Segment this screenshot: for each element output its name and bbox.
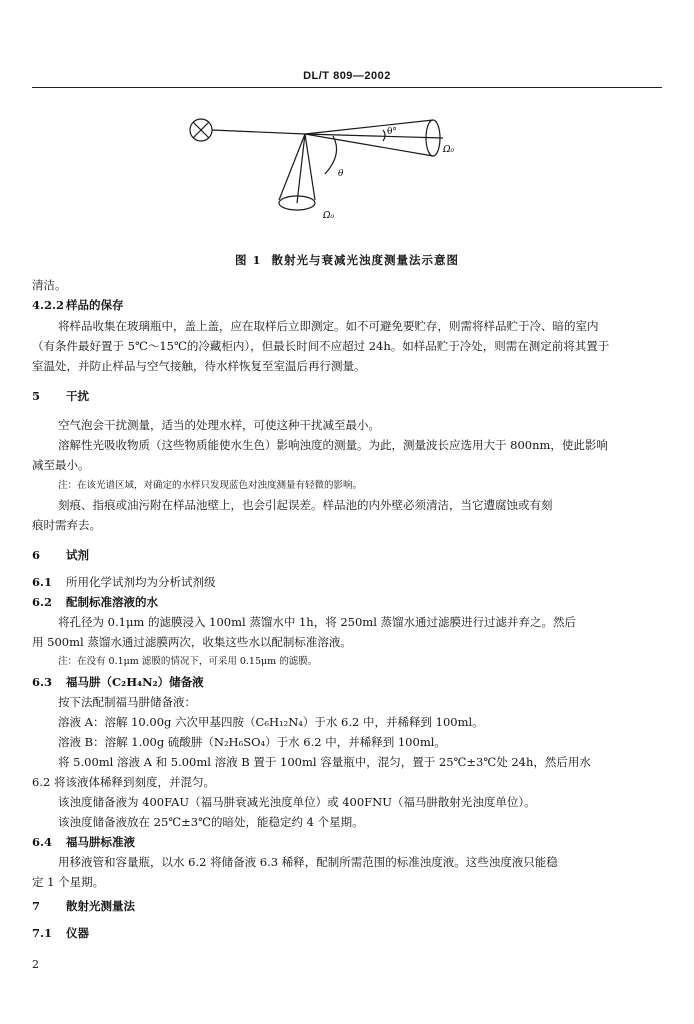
scatter-attenuation-diagram [175,108,475,238]
text-line: 溶解性光吸收物质（这些物质能使水生色）影响浊度的测量。为此，测量波长应选用大于 800nm，使此影响 [58,438,608,452]
text-line: 刻痕、指痕或油污附在样品池壁上，也会引起误差。样品池的内外壁必须清洁，当它遭腐蚀或有刻 [58,498,553,512]
text-line: 按下法配制福马肼储备液： [58,695,196,709]
text-line: （有条件最好置于 5℃～15℃的冷藏柜内），但最长时间不应超过 24h。如样品贮于冷处，则需在测定前将其置于 [32,339,610,353]
text-line: 溶液 B：溶解 1.00g 硫酸肼（N₂H₆SO₄）于水 6.2 中，并稀释到 100ml。 [58,735,446,749]
text-line: 清洁。 [32,278,67,292]
incident-beam [212,130,305,134]
label-theta: θ [338,169,344,179]
note-line: 注：在该光谱区域，对确定的水样只发现蓝色对浊度测量有轻微的影响。 [58,480,363,491]
caption-number: 图 1 [234,253,262,267]
text-line: 室温处，并防止样品与空气接触，待水样恢复至室温后再行测量。 [32,359,366,373]
note-line: 注：在没有 0.1μm 滤膜的情况下，可采用 0.15μm 的滤膜。 [58,656,318,667]
text-line: 溶液 A：溶解 10.00g 六次甲基四胺（C₆H₁₂N₄）于水 6.2 中，并稀释到 100ml。 [58,715,484,729]
label-omega0-top: Ω₀ [443,145,455,155]
text-line: 该浊度储备液为 400FAU（福马肼衰减光浊度单位）或 400FNU（福马肼散射光浊度单位）。 [58,795,536,809]
section-6-1: 6.1 所用化学试剂均为分析试剂级 [32,575,216,589]
page-number: 2 [32,958,39,971]
section-heading-6-4: 6.4 福马肼标准液 [32,835,135,849]
header-rule [32,87,662,88]
section-heading-6: 6 试剂 [32,548,89,562]
label-theta0: θ° [387,127,397,137]
text-line: 6.2 将该液体稀释到刻度，并混匀。 [32,775,215,789]
text-line: 用移液管和容量瓶，以水 6.2 将储备液 6.3 稀释，配制所需范围的标准浊度液。这些浊度液只能稳 [58,855,558,869]
text-line: 将 5.00ml 溶液 A 和 5.00ml 溶液 B 置于 100ml 容量瓶中，混匀，置于 25℃±3℃处 24h，然后用水 [58,755,591,769]
text-line: 定 1 个星期。 [32,875,105,889]
text-line: 减至最小。 [32,458,90,472]
text-line: 痕时需弃去。 [32,518,101,532]
section-heading-7-1: 7.1 仪器 [32,926,89,940]
text-line: 将孔径为 0.1μm 的滤膜浸入 100ml 蒸馏水中 1h，将 250ml 蒸馏水通过滤膜进行过滤并弃之。然后 [58,615,577,629]
section-heading-6-3: 6.3 福马肼（C₂H₄N₂）储备液 [32,675,204,689]
text-line: 用 500ml 蒸馏水通过滤膜两次，收集这些水以配制标准溶液。 [32,635,352,649]
text-line: 空气泡会干扰测量，适当的处理水样，可使这种干扰减至最小。 [58,418,380,432]
section-heading-5: 5 干扰 [32,389,89,403]
standard-code-header: DL/T 809—2002 [303,70,391,82]
text-line: 该浊度储备液放在 25℃±3℃的暗处，能稳定约 4 个星期。 [58,815,364,829]
section-heading-6-2: 6.2 配制标准溶液的水 [32,595,158,609]
section-heading-7: 7 散射光测量法 [32,899,135,913]
figure-caption [0,252,694,268]
text-line: 将样品收集在玻璃瓶中，盖上盖，应在取样后立即测定。如不可避免要贮存，则需将样品贮于冷、暗的室内 [58,319,599,333]
label-omega0-bottom: Ω₀ [323,211,335,221]
section-heading-4-2-2: 4.2.2 样品的保存 [32,298,124,312]
caption-text: 散射光与衰减光浊度测量法示意图 [271,253,459,267]
